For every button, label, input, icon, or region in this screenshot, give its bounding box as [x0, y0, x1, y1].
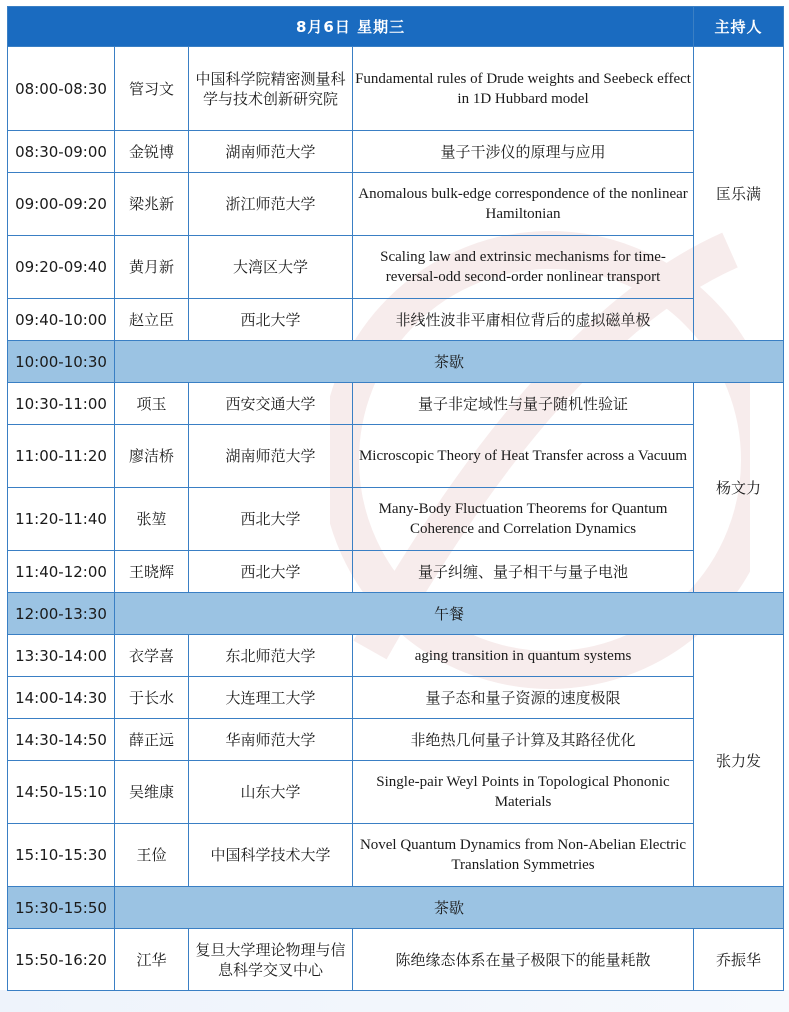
talk-time: 10:30-11:00: [8, 383, 115, 425]
talk-affiliation: 西北大学: [189, 551, 353, 593]
talk-affiliation: 东北师范大学: [189, 635, 353, 677]
break-row: [8, 593, 784, 635]
talk-speaker: 黄月新: [115, 236, 189, 299]
session-host: 乔振华: [694, 929, 784, 991]
talk-affiliation: 大连理工大学: [189, 677, 353, 719]
talk-speaker: 于长水: [115, 677, 189, 719]
break-label: 午餐: [115, 593, 784, 635]
date-heading: 8月6日 星期三: [8, 7, 694, 47]
table-row: [8, 677, 784, 719]
table-row: [8, 635, 784, 677]
talk-affiliation: 大湾区大学: [189, 236, 353, 299]
talk-affiliation: 山东大学: [189, 761, 353, 824]
table-row: [8, 131, 784, 173]
talk-title: 陈绝缘态体系在量子极限下的能量耗散: [353, 929, 694, 991]
talk-speaker: 吴维康: [115, 761, 189, 824]
talk-title: Novel Quantum Dynamics from Non-Abelian Electric Translation Symmetries: [353, 824, 694, 887]
table-row: [8, 299, 784, 341]
talk-speaker: 江华: [115, 929, 189, 991]
talk-speaker: 金锐博: [115, 131, 189, 173]
schedule-table: [7, 6, 784, 991]
talk-title: 量子态和量子资源的速度极限: [353, 677, 694, 719]
talk-time: 09:40-10:00: [8, 299, 115, 341]
break-label: 茶歇: [115, 887, 784, 929]
break-label: 茶歇: [115, 341, 784, 383]
talk-affiliation: 浙江师范大学: [189, 173, 353, 236]
session-host: 匡乐满: [694, 47, 784, 341]
table-row: [8, 551, 784, 593]
table-row: [8, 173, 784, 236]
host-heading: 主持人: [694, 7, 784, 47]
break-row: [8, 887, 784, 929]
table-row: [8, 761, 784, 824]
table-row: [8, 47, 784, 131]
talk-affiliation: 湖南师范大学: [189, 425, 353, 488]
talk-title: Fundamental rules of Drude weights and Seebeck effect in 1D Hubbard model: [353, 47, 694, 131]
talk-title: Anomalous bulk-edge correspondence of the nonlinear Hamiltonian: [353, 173, 694, 236]
table-row: [8, 383, 784, 425]
talk-time: 13:30-14:00: [8, 635, 115, 677]
talk-speaker: 梁兆新: [115, 173, 189, 236]
table-row: [8, 929, 784, 991]
talk-affiliation: 中国科学院精密测量科学与技术创新研究院: [189, 47, 353, 131]
talk-affiliation: 西北大学: [189, 299, 353, 341]
talk-title: Single-pair Weyl Points in Topological Phononic Materials: [353, 761, 694, 824]
table-row: [8, 719, 784, 761]
talk-speaker: 廖洁桥: [115, 425, 189, 488]
talk-speaker: 衣学喜: [115, 635, 189, 677]
talk-affiliation: 华南师范大学: [189, 719, 353, 761]
table-row: [8, 236, 784, 299]
table-row: [8, 425, 784, 488]
talk-speaker: 项玉: [115, 383, 189, 425]
talk-title: 量子干涉仪的原理与应用: [353, 131, 694, 173]
talk-speaker: 薛正远: [115, 719, 189, 761]
talk-time: 09:20-09:40: [8, 236, 115, 299]
talk-time: 15:50-16:20: [8, 929, 115, 991]
talk-time: 08:30-09:00: [8, 131, 115, 173]
talk-title: 量子非定域性与量子随机性验证: [353, 383, 694, 425]
talk-time: 11:00-11:20: [8, 425, 115, 488]
talk-affiliation: 湖南师范大学: [189, 131, 353, 173]
table-row: [8, 824, 784, 887]
talk-time: 15:10-15:30: [8, 824, 115, 887]
talk-title: 量子纠缠、量子相干与量子电池: [353, 551, 694, 593]
talk-speaker: 张堃: [115, 488, 189, 551]
talk-speaker: 赵立臣: [115, 299, 189, 341]
talk-title: Scaling law and extrinsic mechanisms for time-reversal-odd second-order nonlinear transport: [353, 236, 694, 299]
talk-affiliation: 中国科学技术大学: [189, 824, 353, 887]
talk-time: 14:00-14:30: [8, 677, 115, 719]
session-host: 杨文力: [694, 383, 784, 593]
talk-speaker: 王晓辉: [115, 551, 189, 593]
break-time: 15:30-15:50: [8, 887, 115, 929]
footer-band: [0, 990, 789, 1012]
break-time: 12:00-13:30: [8, 593, 115, 635]
talk-affiliation: 复旦大学理论物理与信息科学交叉中心: [189, 929, 353, 991]
talk-speaker: 管习文: [115, 47, 189, 131]
talk-time: 08:00-08:30: [8, 47, 115, 131]
talk-time: 09:00-09:20: [8, 173, 115, 236]
table-row: [8, 488, 784, 551]
talk-time: 11:20-11:40: [8, 488, 115, 551]
talk-title: Microscopic Theory of Heat Transfer across a Vacuum: [353, 425, 694, 488]
talk-time: 11:40-12:00: [8, 551, 115, 593]
talk-time: 14:30-14:50: [8, 719, 115, 761]
talk-title: 非绝热几何量子计算及其路径优化: [353, 719, 694, 761]
talk-speaker: 王俭: [115, 824, 189, 887]
header-row: [8, 7, 784, 47]
session-host: 张力发: [694, 635, 784, 887]
talk-title: aging transition in quantum systems: [353, 635, 694, 677]
talk-time: 14:50-15:10: [8, 761, 115, 824]
talk-affiliation: 西北大学: [189, 488, 353, 551]
talk-affiliation: 西安交通大学: [189, 383, 353, 425]
break-time: 10:00-10:30: [8, 341, 115, 383]
talk-title: 非线性波非平庸相位背后的虚拟磁单极: [353, 299, 694, 341]
talk-title: Many-Body Fluctuation Theorems for Quantum Coherence and Correlation Dynamics: [353, 488, 694, 551]
break-row: [8, 341, 784, 383]
